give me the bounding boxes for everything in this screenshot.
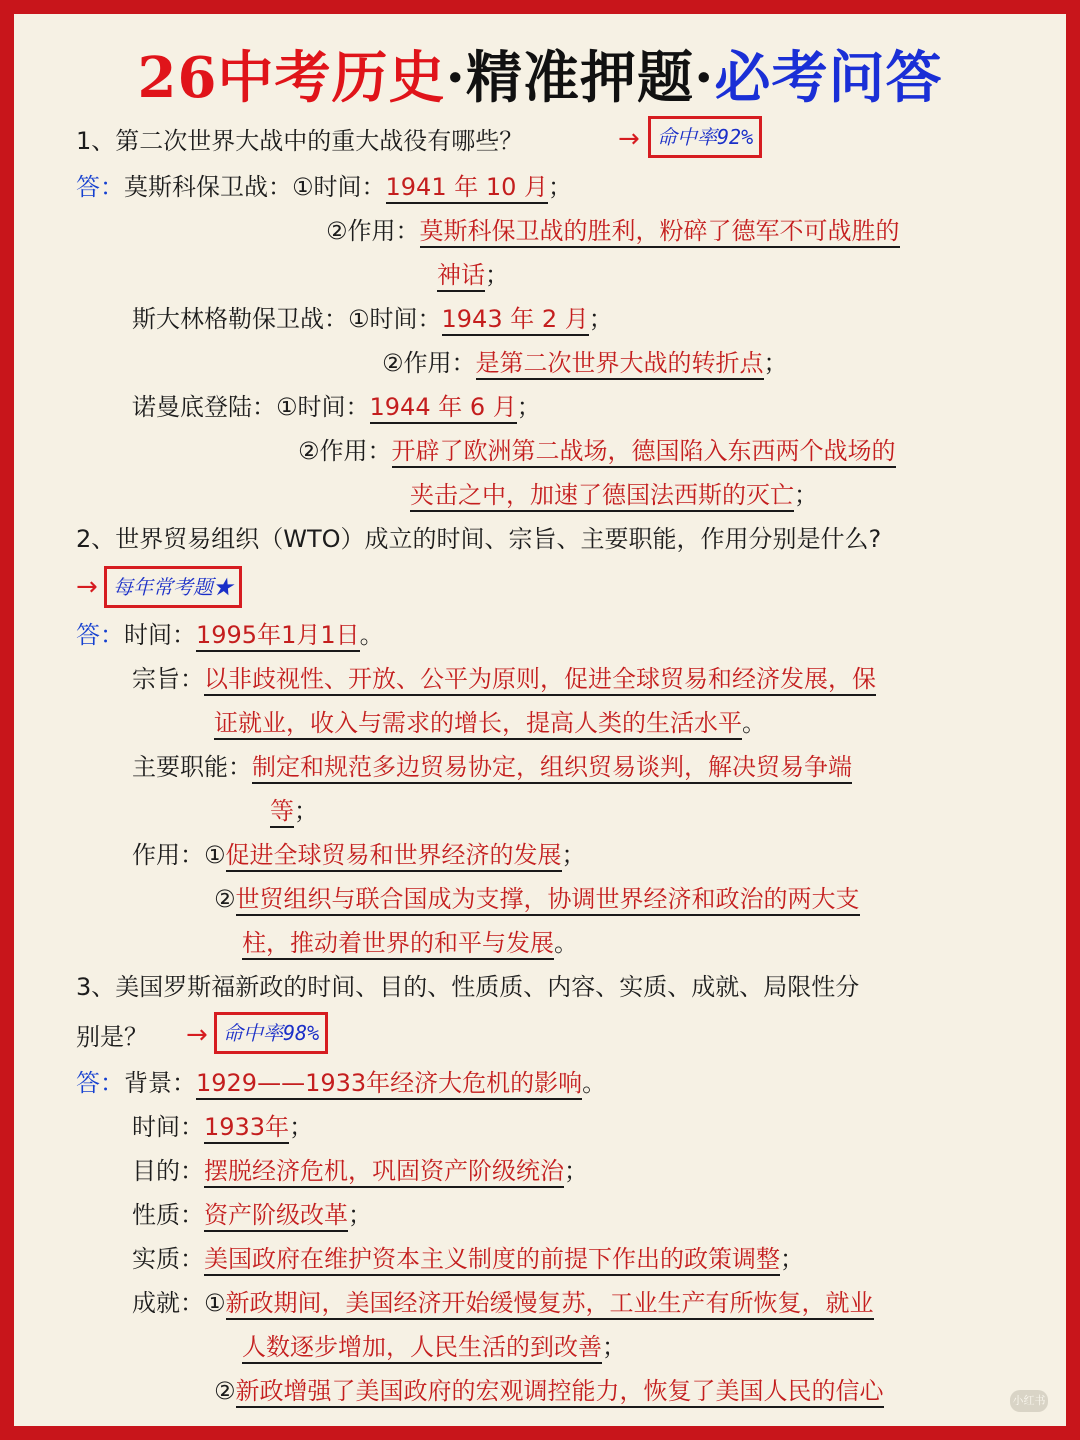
q2-purpose-line	[132, 662, 876, 696]
q2-function-line-2	[270, 794, 318, 828]
frequent-tag: 每年常考题★	[104, 566, 242, 608]
q1-moscow-effect-line-2	[437, 258, 509, 292]
q1-normandy-effect-line-2	[410, 478, 818, 512]
circle-2: ②	[214, 1377, 236, 1405]
stalingrad-effect: 是第二次世界大战的转折点	[476, 349, 764, 380]
wto-function-2: 等	[270, 797, 294, 828]
function-label: 主要职能：	[132, 753, 252, 781]
new-deal-goal: 摆脱经济危机，巩固资产阶级统治	[204, 1157, 564, 1188]
q3-background-line	[76, 1066, 606, 1100]
question-1: 1、第二次世界大战中的重大战役有哪些？	[76, 127, 524, 155]
answer-label: 答：	[76, 173, 124, 201]
stalingrad-effect-label: ②作用：	[382, 349, 476, 377]
essence-label: 实质：	[132, 1245, 204, 1273]
q1-moscow-effect-line	[326, 214, 900, 248]
title-part-2: 精准押题	[465, 45, 694, 111]
q2-role-line-3	[242, 926, 578, 960]
moscow-effect-1: 莫斯科保卫战的胜利，粉碎了德军不可战胜的	[420, 217, 900, 248]
moscow-effect-2: 神话	[437, 261, 485, 292]
punct: 。	[554, 929, 578, 957]
goal-label: 目的：	[132, 1157, 204, 1185]
background-label: 背景：	[124, 1069, 196, 1097]
achievement-label: 成就：	[132, 1289, 204, 1317]
hit-rate-tag-1: 命中率92%	[648, 116, 762, 158]
punct: ；	[763, 349, 788, 377]
q1-stalingrad-line	[132, 302, 613, 336]
time-label: 时间：	[132, 1113, 204, 1141]
arrow-icon: →	[186, 1020, 208, 1050]
q1-normandy-line	[132, 390, 541, 424]
moscow-effect-label: ②作用：	[326, 217, 420, 245]
nature-label: 性质：	[132, 1201, 204, 1229]
q1-stalingrad-effect-line	[382, 346, 788, 380]
q1-moscow-line	[76, 170, 572, 204]
q2-function-line	[132, 750, 852, 784]
normandy-label: 诺曼底登陆：①时间：	[132, 393, 370, 421]
punct: ；	[561, 841, 586, 869]
q2-purpose-line-2	[214, 706, 766, 740]
new-deal-nature: 资产阶级改革	[204, 1201, 348, 1232]
new-deal-achievement-1a: 新政期间，美国经济开始缓慢复苏，工业生产有所恢复，就业	[226, 1289, 874, 1320]
punct: ；	[485, 261, 509, 289]
paper	[14, 14, 1066, 1426]
new-deal-achievement-1b: 人数逐步增加，人民生活的到改善	[242, 1333, 602, 1364]
page-title	[14, 42, 1066, 114]
punct: ；	[564, 1157, 588, 1185]
q2-role-line-2	[214, 882, 860, 916]
punct: ；	[516, 393, 541, 421]
punct: ；	[548, 173, 573, 201]
punct: ；	[289, 1113, 314, 1141]
title-part-1: 26中考历史	[137, 45, 446, 111]
role-label: 作用：	[132, 841, 204, 869]
punct: 。	[359, 621, 384, 649]
arrow-icon: →	[76, 572, 98, 602]
title-separator: ·	[445, 45, 466, 111]
q3-nature-line	[132, 1198, 372, 1232]
stalingrad-time: 1943 年 2 月	[442, 305, 589, 336]
time-label: 时间：	[124, 621, 196, 649]
hit-rate-tag-3: 命中率98%	[214, 1012, 328, 1054]
wto-purpose-2: 证就业，收入与需求的增长，提高人类的生活水平	[214, 709, 742, 740]
q3-achievement-line-3	[214, 1374, 884, 1408]
circle-1: ①	[204, 841, 226, 869]
circle-1: ①	[204, 1289, 226, 1317]
new-deal-background: 1929——1933年经济大危机的影响	[196, 1069, 582, 1100]
new-deal-time: 1933年	[204, 1113, 289, 1144]
wto-role-1: 促进全球贸易和世界经济的发展	[226, 841, 562, 872]
question-3-line-2: 别是？	[76, 1023, 148, 1051]
moscow-time: 1941 年 10 月	[386, 173, 549, 204]
circle-2: ②	[214, 885, 236, 913]
q1-normandy-effect-line	[298, 434, 896, 468]
normandy-time: 1944 年 6 月	[370, 393, 517, 424]
punct: ；	[348, 1201, 372, 1229]
new-deal-essence: 美国政府在维护资本主义制度的前提下作出的政策调整	[204, 1245, 780, 1276]
stalingrad-label: 斯大林格勒保卫战：①时间：	[132, 305, 442, 333]
answer-label: 答：	[76, 621, 124, 649]
q3-time-line	[132, 1110, 313, 1144]
new-deal-achievement-2: 新政增强了美国政府的宏观调控能力，恢复了美国人民的信心	[236, 1377, 884, 1408]
wto-time: 1995年1月1日	[196, 621, 360, 652]
punct: 。	[582, 1069, 607, 1097]
punct: ；	[780, 1245, 804, 1273]
punct: 。	[742, 709, 766, 737]
purpose-label: 宗旨：	[132, 665, 204, 693]
arrow-icon: →	[618, 124, 640, 154]
wto-role-2b: 柱，推动着世界的和平与发展	[242, 929, 554, 960]
q3-essence-line	[132, 1242, 804, 1276]
q2-time-line	[76, 618, 384, 652]
question-3-line-1: 3、美国罗斯福新政的时间、目的、性质质、内容、实质、成就、局限性分	[76, 973, 860, 1001]
q2-role-line	[132, 838, 586, 872]
watermark-logo: 小红书	[1010, 1390, 1048, 1412]
question-2: 2、世界贸易组织（WTO）成立的时间、宗旨、主要职能，作用分别是什么?	[76, 525, 882, 553]
normandy-effect-label: ②作用：	[298, 437, 392, 465]
normandy-effect-2: 夹击之中，加速了德国法西斯的灭亡	[410, 481, 794, 512]
title-part-3: 必考问答	[714, 45, 943, 111]
wto-role-2a: 世贸组织与联合国成为支撑，协调世界经济和政治的两大支	[236, 885, 860, 916]
punct: ；	[794, 481, 818, 509]
title-separator: ·	[693, 45, 715, 111]
answer-label: 答：	[76, 1069, 124, 1097]
q3-achievement-line-2	[242, 1330, 626, 1364]
wto-purpose-1: 以非歧视性、开放、公平为原则，促进全球贸易和经济发展，保	[204, 665, 876, 696]
punct: ；	[602, 1333, 626, 1361]
q3-goal-line	[132, 1154, 588, 1188]
wto-function-1: 制定和规范多边贸易协定，组织贸易谈判，解决贸易争端	[252, 753, 852, 784]
punct: ；	[294, 797, 318, 825]
q3-achievement-line	[132, 1286, 874, 1320]
punct: ；	[588, 305, 613, 333]
normandy-effect-1: 开辟了欧洲第二战场，德国陷入东西两个战场的	[392, 437, 896, 468]
moscow-label: 莫斯科保卫战：①时间：	[124, 173, 386, 201]
